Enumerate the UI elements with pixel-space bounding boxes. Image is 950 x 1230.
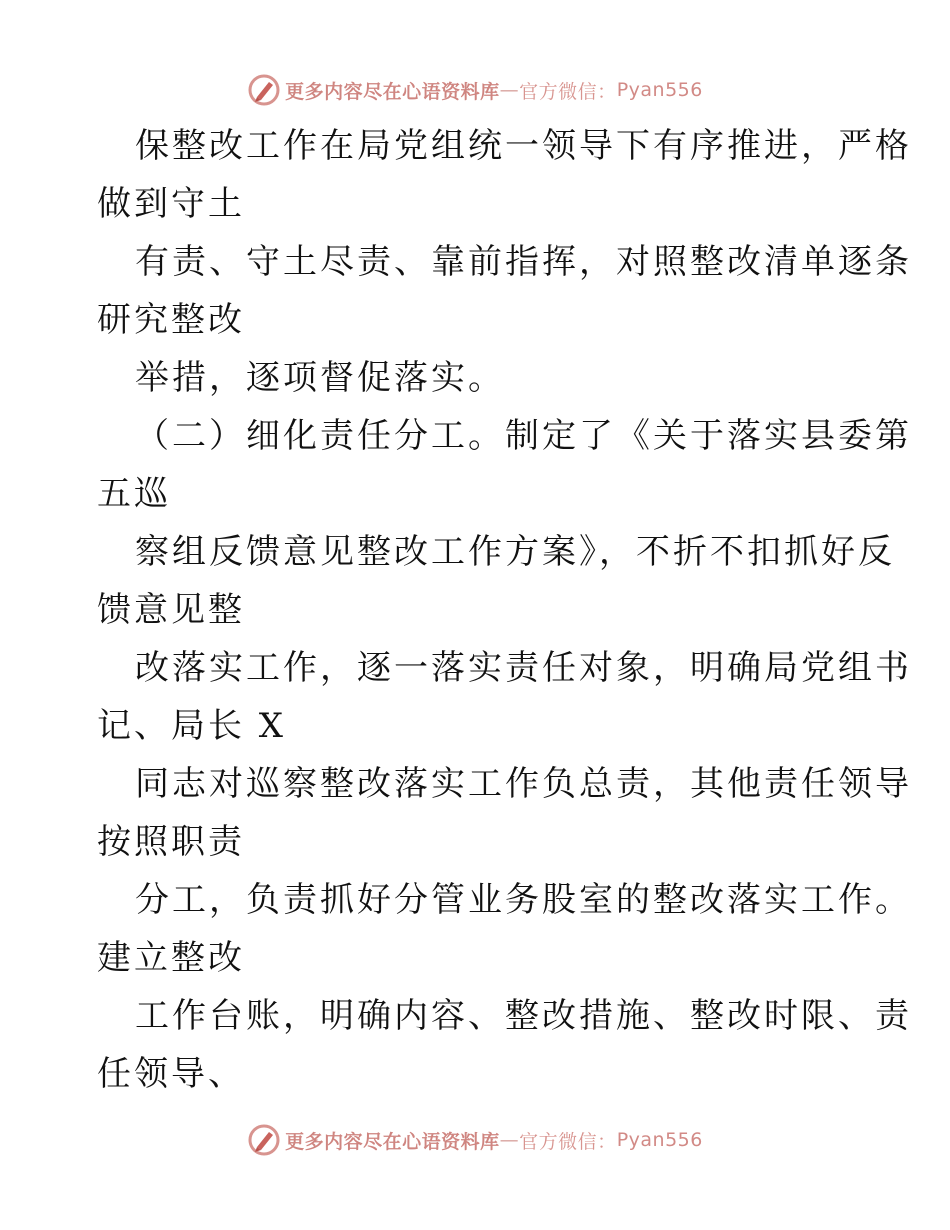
paragraph-line: 有责、守土尽责、靠前指挥，对照整改清单逐条 [135,242,912,282]
paragraph-wrap-line: 做到守土 [97,184,245,224]
watermark-suffix-text: 官方微信： [519,80,617,103]
paragraph-wrap-line: 任领导、 [97,1054,245,1094]
watermark-main-text: 更多内容尽在心语资料库 [285,1130,500,1153]
paragraph-line: 保整改工作在局党组统一领导下有序推进，严格 [135,126,912,166]
paragraph-line: 察组反馈意见整改工作方案》，不折不扣抓好反 [135,532,895,572]
paragraph-line: 同志对巡察整改落实工作负总责，其他责任领导 [135,764,912,804]
watermark-id-text: Pyan556 [616,79,703,101]
paragraph-wrap-line: 记、局长 X [97,706,287,746]
paragraph-line: 分工，负责抓好分管业务股室的整改落实工作。 [135,880,912,920]
paragraph-wrap-line: 馈意见整 [97,590,245,630]
paragraph-line: （二）细化责任分工。制定了《关于落实县委第 [135,416,912,456]
paragraph-wrap-line: 按照职责 [97,822,245,862]
watermark-banner-top [0,68,950,112]
watermark-suffix-text: 官方微信： [519,1130,617,1153]
paragraph-wrap-line: 研究整改 [97,300,245,340]
watermark-id-text: Pyan556 [616,1129,703,1151]
watermark-banner-bottom [0,1118,950,1162]
watermark-main-text: 更多内容尽在心语资料库 [285,80,500,103]
paragraph-wrap-line: 五巡 [97,474,171,514]
paragraph-wrap-line: 建立整改 [97,938,245,978]
paragraph-line: 举措，逐项督促落实。 [135,358,505,398]
pen-circle-logo-icon [247,73,281,107]
watermark-separator: — [499,1129,520,1151]
watermark-separator: — [499,79,520,101]
paragraph-line: 改落实工作，逐一落实责任对象，明确局党组书 [135,648,912,688]
paragraph-line: 工作台账，明确内容、整改措施、整改时限、责 [135,996,912,1036]
pen-circle-logo-icon [247,1123,281,1157]
